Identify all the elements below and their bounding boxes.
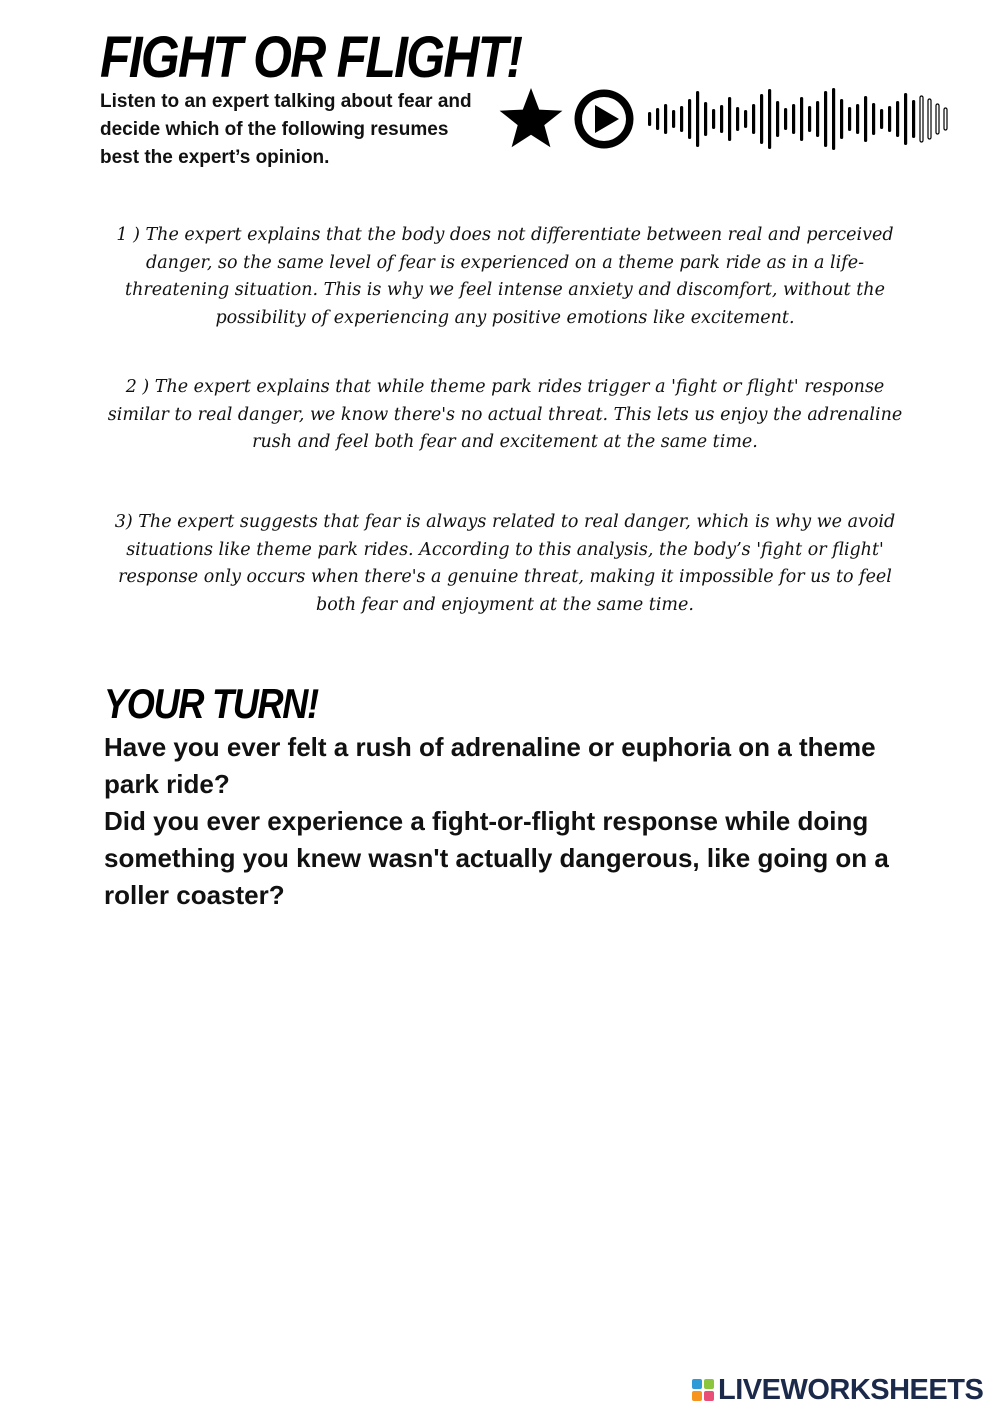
question-1: Have you ever felt a rush of adrenaline or euphoria on a theme park ride? [104,732,876,799]
waveform-bar [840,99,843,139]
audio-waveform-icon [648,88,947,150]
waveform-bar [768,89,771,149]
waveform-bar [776,101,779,137]
waveform-bar [864,96,867,142]
waveform-bar [704,102,707,136]
waveform-bar [928,99,931,139]
waveform-bar [800,97,803,141]
waveform-bar [856,104,859,134]
waveform-bar [648,112,651,126]
waveform-bar [848,107,851,131]
waveform-bar [688,99,691,139]
waveform-bar [904,93,907,145]
option-3[interactable]: 3) The expert suggests that fear is always related to real danger, which is why we avoid situations like theme park rides. According to this analysis, the body’s 'fight or flight' response only occurs when there's a genuine threat, making it impossible for us to feel both fear and enjoyment at the same time. [114,512,896,615]
option-1[interactable]: 1 ) The expert explains that the body does not differentiate between real and perceived danger, so the same level of fear is experienced on a theme park ride as in a life-threatening situation. This is why we feel intense anxiety and discomfort, without the possibility of experiencing any positive emotions like excitement. [116,225,894,328]
waveform-bar [872,103,875,135]
waveform-bar [936,104,939,134]
waveform-bar [664,104,667,134]
waveform-bar [760,94,763,144]
waveform-bar [920,96,923,142]
waveform-bar [912,100,915,138]
waveform-bar [896,101,899,137]
waveform-bar [680,106,683,132]
brand-name: LIVEWORKSHEETS [718,1373,984,1406]
option-2[interactable]: 2 ) The expert explains that while theme park rides trigger a 'fight or flight' response similar to real danger, we know there's no actual threat. This lets us enjoy the adrenaline rush and feel both fear and excitement at the same time. [107,377,903,452]
liveworksheets-brand[interactable] [692,1374,983,1406]
waveform-bar [880,109,883,129]
audio-player[interactable] [498,84,960,154]
question-2: Did you ever experience a fight-or-flight response while doing something you knew wasn't actually dangerous, like going on a roller coaster? [104,806,889,910]
waveform-bar [744,110,747,128]
waveform-bar [752,104,755,134]
star-icon[interactable] [500,88,563,147]
waveform-bar [736,107,739,131]
waveform-bar [712,109,715,129]
your-turn-title: YOUR TURN! [104,680,318,727]
waveform-bar [720,105,723,133]
waveform-bar [832,88,835,150]
waveform-bar [808,106,811,132]
waveform-bar [728,97,731,141]
waveform-bar [672,110,675,128]
waveform-bar [656,108,659,130]
waveform-bar [824,91,827,147]
waveform-bar [888,106,891,132]
waveform-bar [792,104,795,134]
waveform-bar [784,108,787,130]
waveform-bar [944,108,947,130]
liveworksheets-logo-icon [692,1379,714,1401]
waveform-bar [816,101,819,137]
instructions-text: Listen to an expert talking about fear and decide which of the following resumes best the expert’s opinion. [100,91,472,168]
waveform-bar [696,91,699,147]
play-icon[interactable] [575,90,634,149]
worksheet-title: FIGHT OR FLIGHT! [100,25,522,90]
